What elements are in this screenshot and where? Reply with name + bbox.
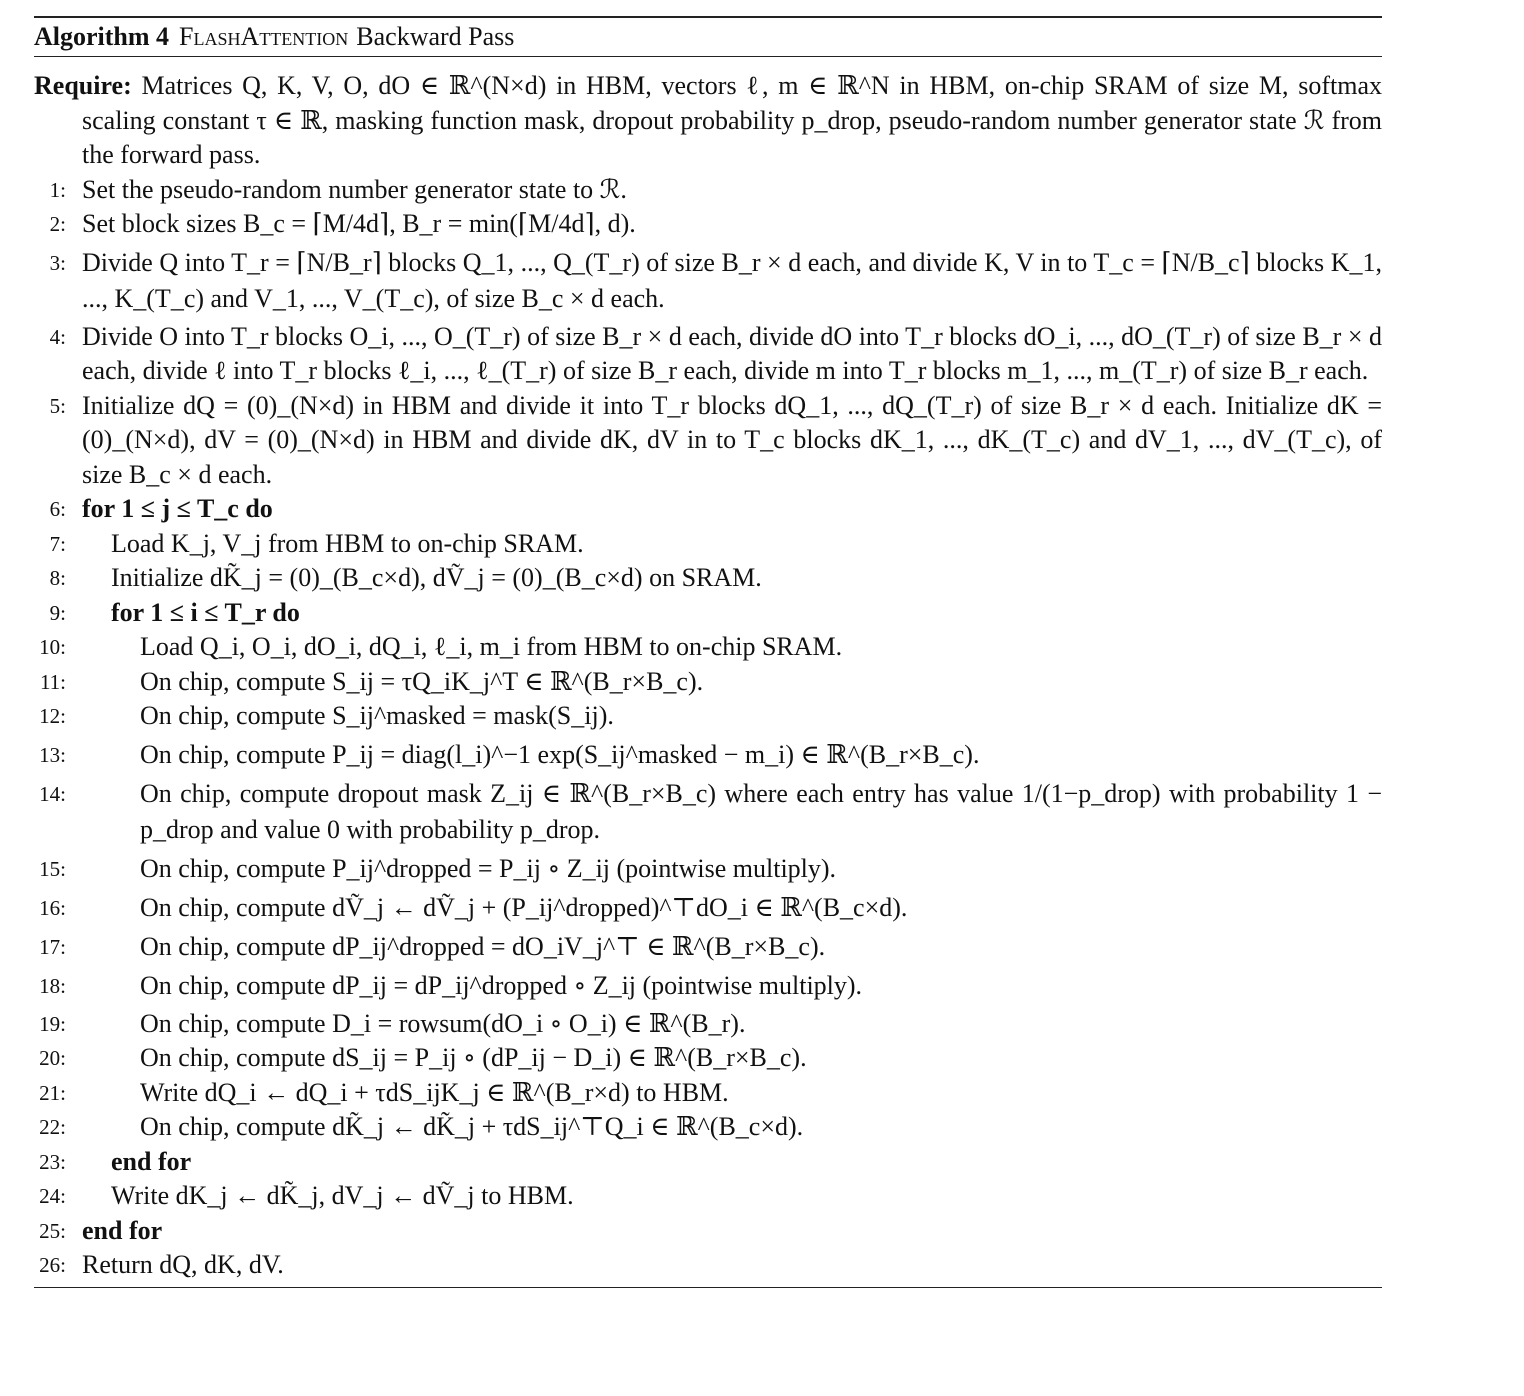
algorithm-line (34, 630, 1382, 665)
line-text: On chip, compute P_ij^dropped = P_ij ∘ Z_ij (pointwise multiply). (140, 853, 837, 883)
algorithm-line (34, 776, 1382, 848)
algorithm-line (34, 1076, 1382, 1111)
algorithm-line (34, 1041, 1382, 1076)
line-number: 2: (49, 212, 66, 236)
line-number: 8: (49, 566, 66, 590)
algorithm-name: FlashAttention (179, 22, 349, 51)
line-number: 7: (49, 531, 66, 556)
line-text: for 1 ≤ i ≤ T_r do (111, 597, 300, 627)
line-number: 26: (39, 1253, 66, 1277)
algorithm-block (34, 16, 1382, 1288)
line-text: Load Q_i, O_i, dO_i, dQ_i, ℓ_i, m_i from HBM to on-chip SRAM. (140, 632, 843, 661)
line-text: Write dK_j ← dK̃_j, dV_j ← dṼ_j to HBM. (111, 1181, 574, 1210)
algorithm-line (34, 320, 1382, 389)
algorithm-line (34, 245, 1382, 317)
line-text: On chip, compute P_ij = diag(l_i)^−1 exp(S_ij^masked − m_i) ∈ ℝ^(B_r×B_c). (140, 739, 980, 769)
algorithm-line (34, 1110, 1382, 1145)
algorithm-title-suffix: Backward Pass (356, 22, 515, 51)
require-clause (34, 69, 1382, 173)
algorithm-line (34, 851, 1382, 887)
line-number: 22: (39, 1115, 66, 1139)
line-number: 23: (39, 1149, 66, 1174)
line-text: Write dQ_i ← dQ_i + τdS_ijK_j ∈ ℝ^(B_r×d) to HBM. (140, 1077, 729, 1107)
line-text: end for (82, 1215, 163, 1245)
line-number: 10: (39, 635, 66, 659)
line-number: 16: (39, 895, 66, 920)
line-text: for 1 ≤ j ≤ T_c do (82, 494, 273, 523)
line-number: 4: (49, 324, 66, 349)
algorithm-line (34, 890, 1382, 926)
algorithm-caption (34, 18, 1382, 56)
line-text: On chip, compute S_ij^masked = mask(S_ij). (140, 701, 614, 730)
line-text: Return dQ, dK, dV. (82, 1250, 284, 1279)
line-number: 13: (39, 742, 66, 767)
line-number: 15: (39, 856, 66, 881)
algorithm-line (34, 173, 1382, 208)
line-number: 18: (39, 973, 66, 998)
line-text: On chip, compute S_ij = τQ_iK_j^T ∈ ℝ^(B_r×B_c). (140, 666, 704, 696)
line-text: On chip, compute dṼ_j ← dṼ_j + (P_ij^dropped)^⊤dO_i ∈ ℝ^(B_c×d). (140, 892, 908, 922)
line-number: 5: (49, 393, 66, 418)
line-text: On chip, compute dP_ij = dP_ij^dropped ∘ Z_ij (pointwise multiply). (140, 970, 863, 1000)
algorithm-line (34, 968, 1382, 1004)
line-text: Divide O into T_r blocks O_i, ..., O_(T_r) of size B_r × d each, divide dO into T_r blocks dO_i, ..., dO_(T_r) of size B_r × d each, divide ℓ into T_r blocks ℓ_i, ..., ℓ_(T_r) of size B_r each, divide m into T_r blocks m_1, ..., m_(T_r) of size B_r each. (82, 321, 1382, 385)
line-number: 3: (49, 250, 66, 275)
line-number: 20: (39, 1046, 66, 1070)
line-text: Initialize dK̃_j = (0)_(B_c×d), dṼ_j = (0)_(B_c×d) on SRAM. (111, 563, 762, 592)
algorithm-line (34, 1214, 1382, 1249)
algorithm-line (34, 699, 1382, 734)
line-text: Divide Q into T_r = ⌈N/B_r⌉ blocks Q_1, ..., Q_(T_r) of size B_r × d each, and divide K, V in to T_c = ⌈N/B_c⌉ blocks K_1, ..., K_(T_c) and V_1, ..., V_(T_c), of size B_c × d each. (82, 247, 1382, 313)
line-text: On chip, compute dK̃_j ← dK̃_j + τdS_ij^⊤Q_i ∈ ℝ^(B_c×d). (140, 1112, 804, 1141)
algorithm-line (34, 929, 1382, 965)
require-text: Matrices Q, K, V, O, dO ∈ ℝ^(N×d) in HBM, vectors ℓ, m ∈ ℝ^N in HBM, on-chip SRAM of size M, softmax scaling constant τ ∈ ℝ, masking function mask, dropout probability p_drop, pseudo-random number generator state ℛ from the forward pass. (82, 71, 1383, 169)
algorithm-line (34, 737, 1382, 773)
algorithm-line (34, 596, 1382, 631)
line-text: On chip, compute dropout mask Z_ij ∈ ℝ^(B_r×B_c) where each entry has value 1/(1−p_drop) with probability 1 − p_drop and value 0 with probability p_drop. (140, 778, 1382, 844)
require-keyword: Require: (34, 71, 132, 100)
line-text: Set the pseudo-random number generator state to ℛ. (82, 174, 627, 204)
line-text: Initialize dQ = (0)_(N×d) in HBM and divide it into T_r blocks dQ_1, ..., dQ_(T_r) of size B_r × d each. Initialize dK = (0)_(N×d), dV = (0)_(N×d) in HBM and divide dK, dV in to T_c blocks dK_1, ..., dK_(T_c) and dV_1, ..., dV_(T_c), of size B_c × d each. (82, 390, 1382, 489)
algorithm-line (34, 1248, 1382, 1283)
line-number: 25: (39, 1218, 66, 1243)
algorithm-line (34, 665, 1382, 700)
algorithm-line (34, 1007, 1382, 1042)
line-number: 24: (39, 1184, 66, 1208)
line-number: 9: (49, 600, 66, 625)
line-number: 19: (39, 1011, 66, 1036)
algorithm-line (34, 389, 1382, 493)
line-number: 12: (39, 704, 66, 728)
line-text: Load K_j, V_j from HBM to on-chip SRAM. (111, 528, 584, 558)
line-text: Set block sizes B_c = ⌈M/4d⌉, B_r = min(⌈M/4d⌉, d). (82, 209, 636, 238)
line-text: end for (111, 1146, 192, 1176)
line-text: On chip, compute dP_ij^dropped = dO_iV_j^⊤ ∈ ℝ^(B_r×B_c). (140, 931, 826, 961)
algorithm-body (34, 57, 1382, 1287)
line-number: 21: (39, 1080, 66, 1105)
line-number: 1: (49, 177, 66, 202)
line-text: On chip, compute dS_ij = P_ij ∘ (dP_ij − D_i) ∈ ℝ^(B_r×B_c). (140, 1043, 807, 1072)
algorithm-line (34, 527, 1382, 562)
algorithm-label: Algorithm 4 (34, 22, 170, 51)
line-number: 14: (39, 781, 66, 806)
line-text: On chip, compute D_i = rowsum(dO_i ∘ O_i) ∈ ℝ^(B_r). (140, 1008, 746, 1038)
algorithm-line (34, 207, 1382, 242)
line-number: 11: (39, 669, 66, 694)
algorithm-line (34, 1145, 1382, 1180)
algorithm-line (34, 492, 1382, 527)
bottom-rule (34, 1287, 1382, 1288)
algorithm-line (34, 1179, 1382, 1214)
algorithm-lines (34, 173, 1382, 1283)
algorithm-line (34, 561, 1382, 596)
line-number: 6: (49, 497, 66, 521)
line-number: 17: (39, 934, 66, 959)
